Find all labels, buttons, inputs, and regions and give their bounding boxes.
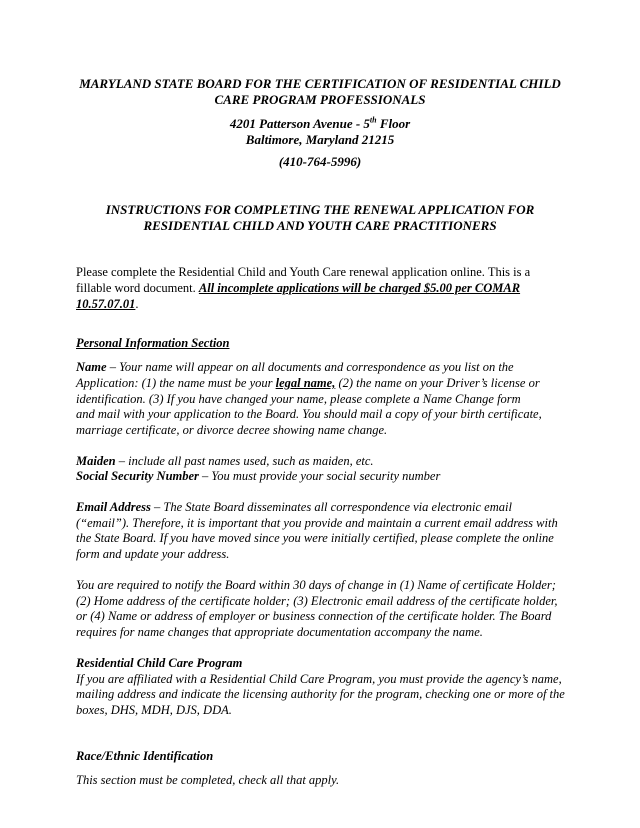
intro-line3: 10.57.07.01. [76,297,139,311]
intro-line2: fillable word document. All incomplete applications will be charged $5.00 per COMAR [76,281,521,295]
board-address-street: 4201 Patterson Avenue - 5th Floor [229,115,411,131]
notify-line3: or (4) Name or address of employer or business connection of the certificate holder. The Board [76,609,552,623]
rccp-line2: mailing address and indicate the licensing authority for the program, checking one or more of the [76,687,565,701]
rccp-line3: boxes, DHS, MDH, DJS, DDA. [76,703,232,717]
name-label: Name [76,360,107,374]
board-title-line2: CARE PROGRAM PROFESSIONALS [214,92,426,107]
rccp-heading: Residential Child Care Program [76,656,243,670]
notify-line4: requires for name changes that appropriate documentation accompany the name. [76,625,483,639]
board-address-city: Baltimore, Maryland 21215 [245,132,395,147]
name-line5: marriage certificate, or divorce decree showing name change. [76,423,388,437]
ssn-line: Social Security Number – You must provide your social security number [76,469,441,483]
name-line4: and mail with your application to the Board. You should mail a copy of your birth certificate, [76,407,542,421]
board-phone: (410-764-5996) [278,154,362,169]
name-line3: identification. (3) If you have changed your name, please complete a Name Change form [76,392,521,406]
maiden-label: Maiden [76,454,116,468]
email-line2: (“email”). Therefore, it is important that you provide and maintain a current email address with [76,516,558,530]
email-line3: the State Board. If you have moved since you were initially certified, please complete the online [76,531,554,545]
email-label: Email Address [76,500,151,514]
notify-line1: You are required to notify the Board within 30 days of change in (1) Name of certificate Holder; [76,578,556,592]
name-line2: Application: (1) the name must be your legal name, (2) the name on your Driver’s license or [76,376,540,390]
race-line1: This section must be completed, check all that apply. [76,773,340,787]
incomplete-fee-notice: All incomplete applications will be charged $5.00 per COMAR [198,281,521,295]
personal-info-heading: Personal Information Section [76,336,230,350]
notify-line2: (2) Home address of the certificate holder; (3) Electronic email address of the certificate holder, [76,594,558,608]
maiden-line: Maiden – include all past names used, such as maiden, etc. [76,454,374,468]
race-heading: Race/Ethnic Identification [76,749,214,763]
legal-name-emphasis: legal name, [275,376,336,390]
email-line4: form and update your address. [76,547,230,561]
board-title-line1: MARYLAND STATE BOARD FOR THE CERTIFICATION OF RESIDENTIAL CHILD [79,76,561,91]
ssn-label: Social Security Number [76,469,199,483]
instructions-title-line1: INSTRUCTIONS FOR COMPLETING THE RENEWAL APPLICATION FOR [105,202,535,217]
intro-line1: Please complete the Residential Child and Youth Care renewal application online. This is a [76,265,531,279]
email-line1: Email Address – The State Board disseminates all correspondence via electronic email [76,500,512,514]
name-line1: Name – Your name will appear on all documents and correspondence as you list on the [76,360,514,374]
rccp-line1: If you are affiliated with a Residential Child Care Program, you must provide the agency’s name, [76,672,562,686]
instructions-title-line2: RESIDENTIAL CHILD AND YOUTH CARE PRACTITIONERS [143,218,497,233]
comar-reference: 10.57.07.01 [76,297,136,311]
